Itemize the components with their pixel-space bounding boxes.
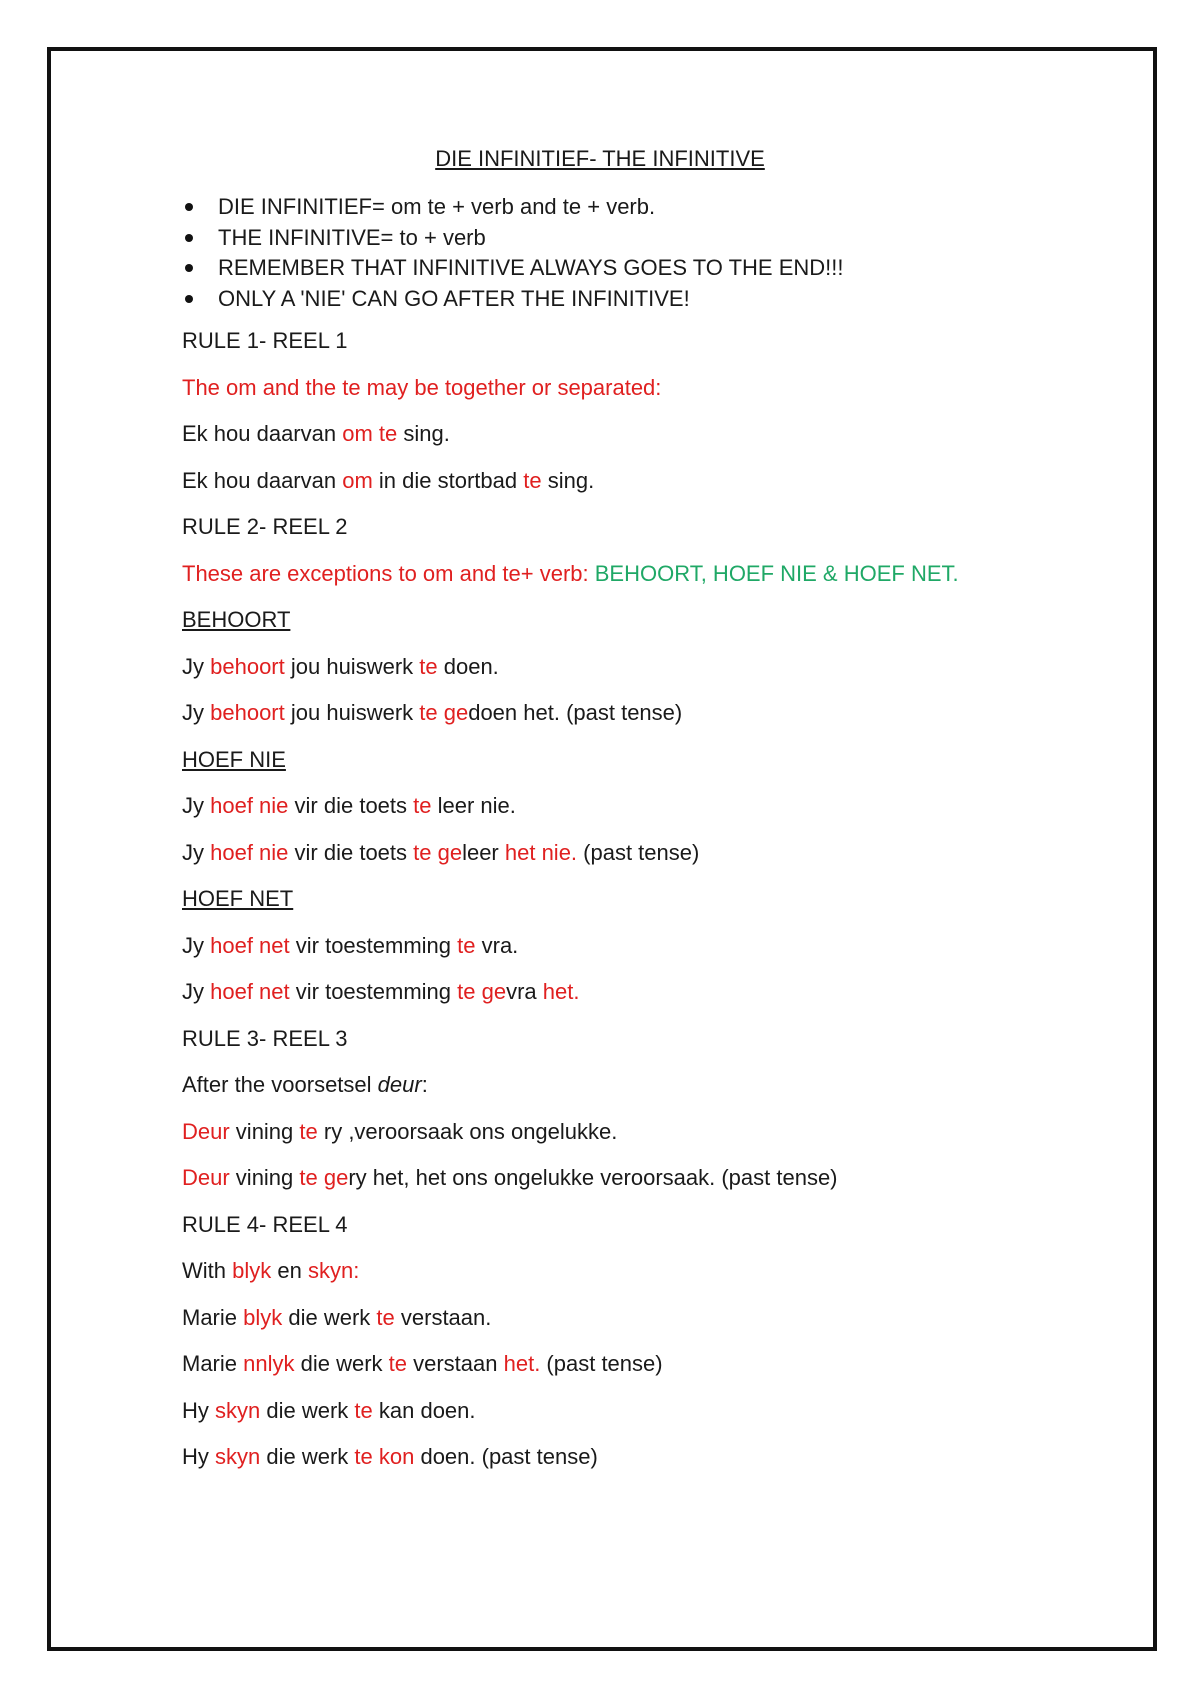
text-segment: te: [376, 1304, 395, 1330]
text-segment: :: [421, 1072, 428, 1097]
text-segment: te ge: [413, 839, 463, 865]
text-segment: die werk: [260, 1397, 355, 1423]
text-line: [182, 654, 1122, 701]
text-line: [182, 1258, 1122, 1305]
text-segment: The om and the te may be together or separated:: [182, 374, 662, 400]
bullet-text: REMEMBER THAT INFINITIVE ALWAYS GOES TO THE END!!!: [218, 255, 844, 280]
text-segment: om: [342, 467, 373, 493]
text-segment: sing.: [397, 421, 450, 446]
text-segment: vir die toets: [288, 839, 414, 865]
text-line: [182, 1119, 1122, 1166]
text-segment: behoort: [210, 700, 285, 725]
text-segment: RULE 1- REEL 1: [182, 328, 348, 353]
text-segment: (past tense): [540, 1351, 663, 1376]
text-segment: doen.: [437, 653, 499, 679]
text-line: [182, 468, 1122, 515]
text-segment: Jy: [182, 979, 211, 1004]
text-segment: Jy: [182, 932, 211, 958]
text-segment: het nie.: [504, 839, 578, 865]
text-segment: leer nie.: [431, 793, 516, 818]
text-segment: BEHOORT, HOEF NIE & HOEF NET.: [594, 560, 959, 586]
text-segment: in die stortbad: [372, 467, 524, 493]
text-segment: Hy: [182, 1397, 215, 1423]
text-segment: Ek hou daarvan: [182, 467, 343, 493]
text-segment: te: [354, 1397, 373, 1423]
text-segment: ry het, het ons ongelukke veroorsaak. (past tense): [348, 1165, 838, 1190]
text-line: [182, 1444, 1122, 1491]
bullet-list: [182, 192, 844, 314]
text-segment: blyk: [243, 1304, 283, 1330]
text-segment: verstaan: [407, 1351, 504, 1376]
text-segment: het.: [503, 1351, 541, 1376]
text-line: [182, 886, 1122, 933]
text-line: [182, 933, 1122, 980]
text-segment: With: [182, 1258, 233, 1283]
text-segment: leer: [462, 839, 505, 865]
text-segment: jou huiswerk: [284, 700, 420, 725]
text-segment: RULE 3- REEL 3: [182, 1025, 348, 1051]
text-segment: RULE 4- REEL 4: [182, 1211, 348, 1237]
text-segment: vir die toets: [288, 793, 414, 818]
text-segment: skyn:: [307, 1258, 360, 1283]
text-segment: RULE 2- REEL 2: [182, 514, 348, 539]
text-segment: skyn: [215, 1397, 261, 1423]
text-segment: jou huiswerk: [284, 653, 420, 679]
text-segment: vra: [506, 979, 543, 1004]
page-title: DIE INFINITIEF- THE INFINITIVE: [435, 146, 765, 171]
text-segment: te ge: [299, 1165, 349, 1190]
text-line: [182, 561, 1122, 608]
text-segment: te: [299, 1118, 318, 1144]
text-segment: These are exceptions to om and te+ verb:: [182, 560, 595, 586]
bullet-item: [182, 284, 844, 315]
document-body: [182, 328, 1122, 1491]
text-line: [182, 375, 1122, 422]
text-segment: HOEF NIE: [182, 746, 286, 772]
text-segment: vir toestemming: [289, 979, 458, 1004]
text-segment: sing.: [541, 467, 595, 493]
text-segment: te ge: [419, 700, 469, 725]
text-segment: te: [523, 467, 542, 493]
text-segment: skyn: [215, 1444, 261, 1469]
text-segment: BEHOORT: [182, 607, 291, 632]
text-segment: te: [413, 793, 432, 818]
text-segment: blyk: [232, 1258, 272, 1283]
bullet-text: ONLY A 'NIE' CAN GO AFTER THE INFINITIVE!: [218, 285, 690, 311]
text-line: [182, 421, 1122, 468]
text-segment: Jy: [182, 700, 211, 725]
text-segment: vir toestemming: [289, 932, 458, 958]
text-line: [182, 607, 1122, 654]
text-segment: hoef nie: [210, 839, 289, 865]
text-segment: te: [388, 1351, 407, 1376]
text-segment: kan doen.: [372, 1397, 476, 1423]
bullet-item: [182, 223, 844, 254]
text-segment: vra.: [475, 932, 519, 958]
text-segment: hoef net: [210, 979, 290, 1004]
bullet-text: THE INFINITIVE= to + verb: [218, 224, 486, 250]
text-segment: vining: [229, 1118, 300, 1144]
text-segment: Jy: [182, 793, 211, 818]
text-segment: die werk: [260, 1444, 355, 1469]
text-segment: nnlyk: [243, 1351, 295, 1376]
text-line: [182, 1165, 1122, 1212]
text-segment: HOEF NET: [182, 886, 294, 911]
text-segment: Marie: [182, 1304, 244, 1330]
text-segment: vining: [229, 1165, 300, 1190]
text-segment: het.: [542, 979, 580, 1004]
bullet-dot-icon: [185, 234, 193, 242]
text-segment: die werk: [282, 1304, 377, 1330]
text-segment: After the voorsetsel: [182, 1072, 378, 1097]
text-segment: (past tense): [577, 839, 700, 865]
text-segment: en: [271, 1258, 308, 1283]
text-line: [182, 1026, 1122, 1073]
bullet-item: [182, 192, 844, 223]
bullet-text: DIE INFINITIEF= om te + verb and te + verb.: [218, 194, 656, 219]
bullet-dot-icon: [185, 264, 193, 272]
text-segment: Jy: [182, 653, 211, 679]
text-line: [182, 1072, 1122, 1119]
text-segment: om te: [342, 421, 398, 446]
text-line: [182, 700, 1122, 747]
text-segment: Ek hou daarvan: [182, 421, 343, 446]
text-segment: doen. (past tense): [414, 1444, 598, 1469]
text-line: [182, 328, 1122, 375]
bullet-dot-icon: [185, 203, 193, 211]
text-segment: Marie: [182, 1351, 244, 1376]
text-segment: te: [457, 932, 476, 958]
text-line: [182, 1351, 1122, 1398]
text-line: [182, 793, 1122, 840]
text-segment: behoort: [210, 653, 285, 679]
text-segment: die werk: [294, 1351, 389, 1376]
text-segment: Deur: [182, 1118, 230, 1144]
text-segment: hoef nie: [210, 793, 289, 818]
text-segment: doen het. (past tense): [468, 700, 683, 725]
text-segment: Deur: [182, 1165, 230, 1190]
text-line: [182, 1398, 1122, 1445]
text-segment: ry ,veroorsaak ons ongelukke.: [317, 1118, 618, 1144]
text-line: [182, 1212, 1122, 1259]
text-segment: te ge: [457, 979, 507, 1004]
text-segment: deur: [377, 1072, 422, 1097]
text-segment: te: [419, 653, 438, 679]
text-segment: Jy: [182, 839, 211, 865]
text-segment: Hy: [182, 1444, 215, 1469]
bullet-item: [182, 253, 844, 284]
text-segment: hoef net: [210, 932, 290, 958]
text-line: [182, 747, 1122, 794]
text-line: [182, 840, 1122, 887]
text-line: [182, 1305, 1122, 1352]
text-line: [182, 514, 1122, 561]
text-segment: verstaan.: [394, 1304, 492, 1330]
text-segment: te kon: [354, 1444, 415, 1469]
bullet-dot-icon: [185, 295, 193, 303]
text-line: [182, 979, 1122, 1026]
